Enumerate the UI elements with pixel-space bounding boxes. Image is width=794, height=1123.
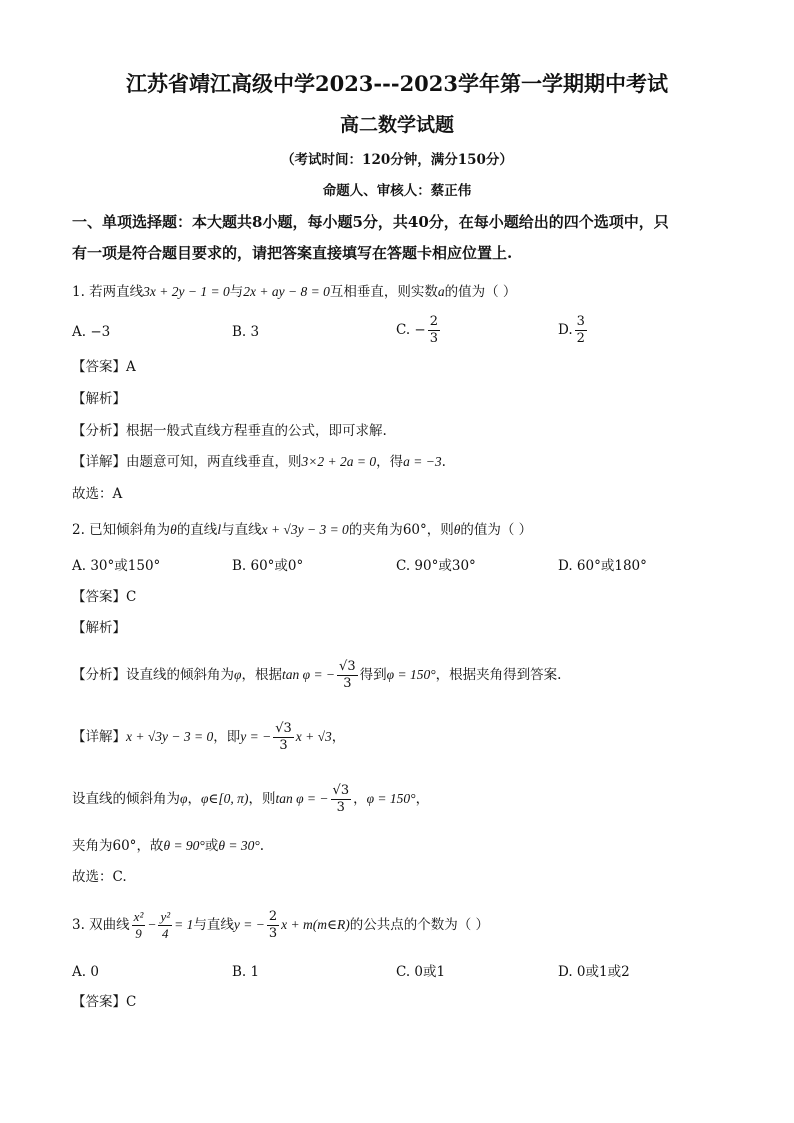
math-expr: φ = 150° bbox=[366, 791, 416, 806]
q1-xiangjie: 【详解】由题意可知，两直线垂直，则3×2 + 2a = 0，得a = −3. bbox=[72, 454, 446, 470]
q1-option-c: C. − $\frac{2}{3}$ bbox=[396, 314, 439, 346]
q2-choice: 故选：C. bbox=[72, 869, 127, 885]
math-expr: x + √3y − 3 = 0 bbox=[261, 522, 349, 537]
q3-option-d: D. 0或1或2 bbox=[558, 964, 630, 980]
section-heading-line1: 一、单项选择题：本大题共8小题，每小题5分，共40分，在每小题给出的四个选项中，只 bbox=[72, 213, 669, 231]
q2-xiangjie: 【详解】x + √3y − 3 = 0，即y = − $\frac{√3}{3}$ x + √3， bbox=[72, 721, 346, 753]
exam-authors: 命题人、审核人：蔡正伟 bbox=[322, 183, 472, 199]
math-expr: = 1 bbox=[174, 917, 194, 932]
math-expr: tan φ = − bbox=[275, 791, 329, 806]
question-1-stem: 1. 若两直线3x + 2y − 1 = 0与2x + ay − 8 = 0互相垂直，则实数a的值为（ ） bbox=[72, 284, 517, 300]
question-3-stem: 3. 双曲线 $\frac{\text{x²}}{9}$ − $\frac{\text{y²}}{4}$ = 1与直线y = − $\frac{2}{3}$ x + m(m∈R)的公共点的个数为（ ） bbox=[72, 909, 490, 941]
q2-analysis-label: 【解析】 bbox=[72, 620, 126, 636]
fraction: $\frac{2}{3}$ bbox=[429, 314, 439, 346]
math-expr: θ = 30° bbox=[218, 838, 260, 853]
q1-answer: 【答案】A bbox=[72, 359, 136, 375]
exam-info: （考试时间：120分钟，满分150分） bbox=[281, 152, 513, 168]
q1-choice: 故选：A bbox=[72, 486, 123, 502]
math-expr: φ∈[0, π) bbox=[200, 791, 249, 806]
math-expr: φ = 150° bbox=[386, 667, 436, 682]
q3-option-a: A. 0 bbox=[72, 964, 99, 980]
q2-answer: 【答案】C bbox=[72, 589, 137, 605]
fraction: $\frac{√3}{3}$ bbox=[332, 783, 350, 815]
q1-option-b: B. 3 bbox=[232, 324, 260, 340]
math-var: a bbox=[437, 284, 445, 299]
section-heading-line2: 有一项是符合题目要求的，请把答案直接填写在答题卡相应位置上. bbox=[72, 244, 513, 262]
math-expr: x + √3y − 3 = 0 bbox=[126, 729, 214, 744]
fraction: $\frac{2}{3}$ bbox=[268, 909, 278, 941]
q2-fenxi: 【分析】设直线的倾斜角为φ，根据tan φ = − $\frac{√3}{3}$ 得到φ = 150°，根据夹角得到答案. bbox=[72, 659, 562, 691]
q2-set-phi: 设直线的倾斜角为φ，φ∈[0, π)，则tan φ = − $\frac{√3}{3}$ ，φ = 150°， bbox=[72, 783, 430, 815]
math-expr: y = − bbox=[240, 729, 272, 744]
fraction: $\frac{\text{y²}}{4}$ bbox=[160, 909, 171, 941]
fraction: $\frac{√3}{3}$ bbox=[339, 659, 356, 691]
q3-option-b: B. 1 bbox=[232, 964, 260, 980]
math-expr: tan φ = − bbox=[281, 667, 336, 682]
math-expr: y = − bbox=[233, 917, 265, 932]
q2-option-b: B. 60°或0° bbox=[232, 558, 304, 574]
math-expr: 3×2 + 2a = 0 bbox=[301, 454, 377, 469]
math-expr: θ = 90° bbox=[163, 838, 205, 853]
q2-jiajiao: 夹角为60°，故θ = 90°或θ = 30°. bbox=[72, 838, 265, 854]
q1-option-d: D. $\frac{3}{2}$ bbox=[558, 314, 585, 346]
math-expr: x + √3 bbox=[295, 729, 332, 744]
q1-option-a: A. −3 bbox=[72, 324, 111, 340]
q3-answer: 【答案】C bbox=[72, 994, 137, 1010]
question-2-stem: 2. 已知倾斜角为θ的直线l与直线x + √3y − 3 = 0的夹角为60°，则θ的值为（ ） bbox=[72, 522, 533, 538]
math-expr: 2x + ay − 8 = 0 bbox=[243, 284, 330, 299]
fraction: $\frac{3}{2}$ bbox=[576, 314, 585, 346]
q3-option-c: C. 0或1 bbox=[396, 964, 446, 980]
exam-subtitle: 高二数学试题 bbox=[339, 114, 454, 136]
q2-option-a: A. 30°或150° bbox=[72, 558, 161, 574]
math-expr: x + m(m∈R) bbox=[281, 917, 350, 932]
fraction: $\frac{\text{x²}}{9}$ bbox=[133, 909, 144, 941]
q2-option-c: C. 90°或30° bbox=[396, 558, 476, 574]
q2-option-d: D. 60°或180° bbox=[558, 558, 647, 574]
q1-fenxi: 【分析】根据一般式直线方程垂直的公式，即可求解. bbox=[72, 423, 387, 439]
q1-analysis-label: 【解析】 bbox=[72, 391, 126, 407]
fraction: $\frac{√3}{3}$ bbox=[275, 721, 292, 753]
math-expr: a = −3 bbox=[403, 454, 442, 469]
math-expr: 3x + 2y − 1 = 0 bbox=[143, 284, 230, 299]
exam-title: 江苏省靖江高级中学2023---2023学年第一学期期中考试 bbox=[125, 71, 669, 96]
